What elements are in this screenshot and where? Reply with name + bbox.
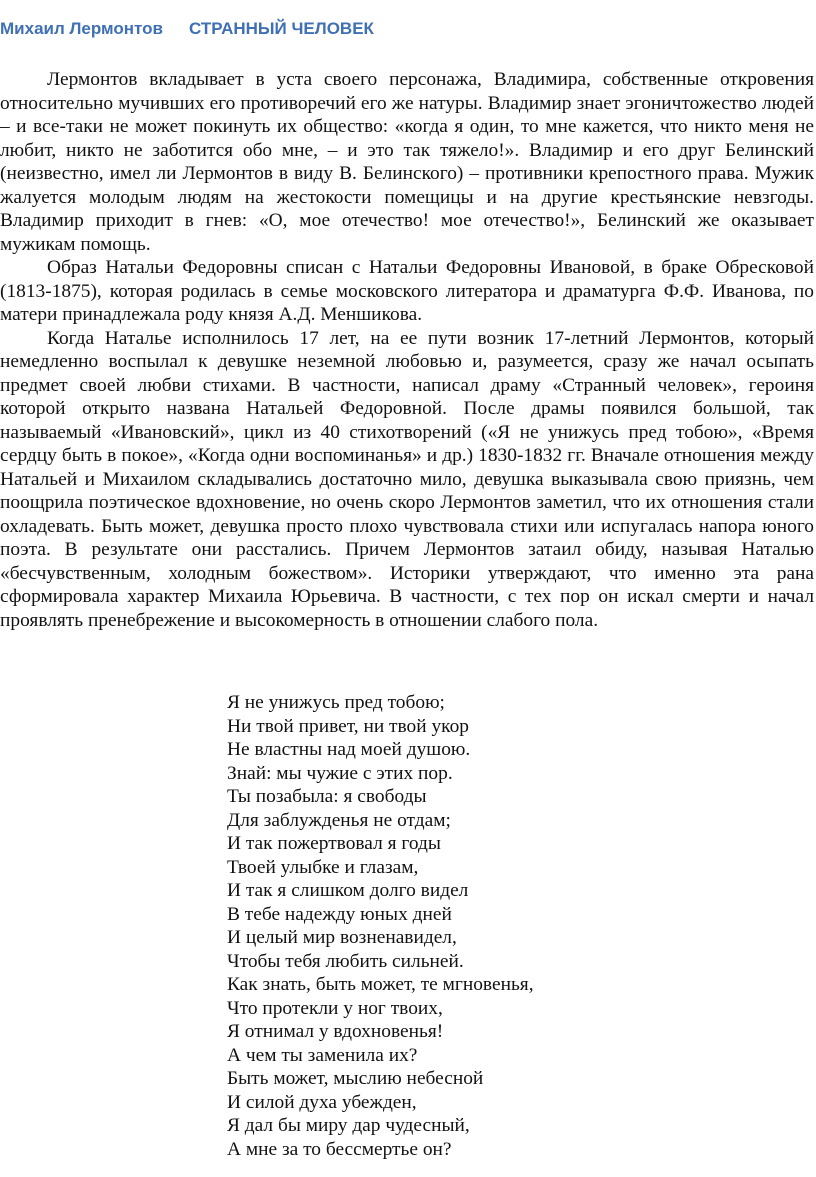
poem-line: Ты позабыла: я свободы — [227, 786, 427, 807]
poem-line: Твоей улыбке и глазам, — [227, 856, 419, 878]
poem-line: А мне за то бессмертье он? — [227, 1138, 452, 1160]
poem-line: Ни твой привет, ни твой укор — [227, 715, 469, 737]
poem-line: И целый мир возненавидел, — [227, 927, 457, 948]
paragraph: Когда Наталье исполнилось 17 лет, на ее пути возник 17-летний Лермонтов, который немедленно воспылал к девушке неземной любовью и, разумеется, сразу же начал осыпать предмет своей любви стихами. В частности, написал драму «Странный человек», героиня которой открыто названа Натальей Федоровной. После драмы появился большой, так называемый «Ивановский», цикл из 40 стихотворений («Я не унижусь пред тобою», «Время сердцу быть в покое», «Когда одни воспоминанья» и др.) 1830-1832 гг. Вначале отношения между Натальей и Михаилом складывались достаточно мило, девушка выказывала свою приязнь, чем поощрила поэтическое вдохновение, но очень скоро Лермонтов заметил, что их отношения стали охладевать. Быть может, девушка просто плохо чувствовала стихи или испугалась напора юного поэта. В результате они расстались. Причем Лермонтов затаил обиду, называя Наталью «бесчувственным, холодным божеством». Историки утверждают, что именно эта рана сформировала характер Михаила Юрьевича. В частности, с тех пор он искал смерти и начал проявлять пренебрежение и высокомерность в отношении слабого пола. — [0, 327, 814, 631]
poem-line: Не властны над моей душою. — [227, 739, 471, 760]
poem-line: Как знать, быть может, те мгновенья, — [227, 974, 534, 995]
paragraph: Образ Натальи Федоровны списан с Натальи Федоровны Ивановой, в браке Обресковой (1813-1875), которая родилась в семье московского литератора и драматурга Ф.Ф. Иванова, по матери принадлежала роду князя А.Д. Меншикова. — [0, 257, 814, 325]
poem-line: Для заблужденья не отдам; — [227, 809, 451, 831]
poem-line: И так я слишком долго видел — [227, 880, 469, 901]
poem-line: И силой духа убежден, — [227, 1091, 417, 1113]
poem-line: В тебе надежду юных дней — [227, 903, 452, 925]
poem — [227, 691, 534, 1161]
article-body — [0, 68, 814, 632]
poem-line: Я не унижусь пред тобою; — [227, 692, 445, 713]
poem-line: Что протекли у ног твоих, — [227, 997, 443, 1019]
poem-line: А чем ты заменила их? — [227, 1044, 418, 1066]
work-title: СТРАННЫЙ ЧЕЛОВЕК — [188, 19, 374, 38]
poem-line: Чтобы тебя любить сильней. — [227, 950, 464, 972]
document-heading — [0, 19, 374, 39]
poem-line: Я дал бы миру дар чудесный, — [227, 1115, 470, 1136]
paragraph: Лермонтов вкладывает в уста своего персонажа, Владимира, собственные откровения относительно мучивших его противоречий его же натуры. Владимир знает эгоничтожество людей – и все-таки не может покинуть их общество: «когда я один, то мне кажется, что никто меня не любит, никто не заботится обо мне, – и это так тяжело!». Владимир и его друг Белинский (неизвестно, имел ли Лермонтов в виду В. Белинского) – противники крепостного права. Мужик жалуется молодым людям на жестокости помещицы и на другие крестьянские невзгоды. Владимир приходит в гнев: «О, мое отечество! мое отечество!», Белинский же оказывает мужикам помощь. — [0, 69, 814, 255]
poem-line: И так пожертвовал я годы — [227, 833, 441, 854]
poem-line: Быть может, мыслию небесной — [227, 1068, 484, 1089]
poem-line: Я отнимал у вдохновенья! — [227, 1021, 444, 1042]
poem-line: Знай: мы чужие с этих пор. — [227, 762, 453, 784]
author-name: Михаил Лермонтов — [0, 19, 163, 38]
